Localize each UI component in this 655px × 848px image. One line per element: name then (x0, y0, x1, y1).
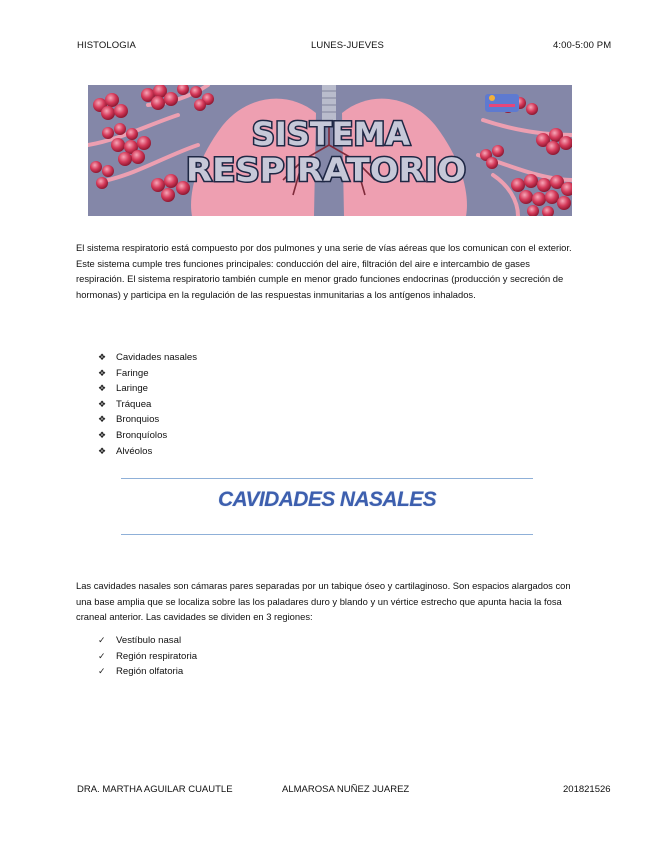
header-course: HISTOLOGIA (77, 40, 136, 51)
list-item: ❖ Tráquea (98, 397, 197, 413)
section-paragraph: Las cavidades nasales son cámaras pares separadas por un tabique óseo y cartilaginoso. Son espacios alargados con una base amplia que se localiza sobre las los paladares duro y blando y un vértice estrecho que apunta hacia la fosa craneal anterior. Las cavidades se dividen en 3 regiones: (76, 580, 571, 623)
section-top-rule (121, 478, 533, 479)
section-bottom-rule (121, 534, 533, 535)
checkmark-bullet-icon: ✓ (98, 666, 106, 677)
logo-icon (485, 94, 519, 112)
diamond-bullet-icon: ❖ (98, 383, 107, 394)
intro-paragraph: El sistema respiratorio está compuesto por dos pulmones y una serie de vías aéreas que los comunican con el exterior. Este sistema cumple tres funciones principales: conducción del aire, filtración del aire e intercambio de gases respiración. El sistema respiratorio también cumple en menor grado funciones endocrinas (producción y secreción de hormonas) y participa en la regulación de las respuestas inmunitarias a los antígenos inhalados. (76, 242, 572, 300)
list-item: ❖ Bronquios (98, 412, 197, 428)
diamond-bullet-icon: ❖ (98, 414, 107, 425)
list-item: ❖ Bronquíolos (98, 428, 197, 444)
footer-student: ALMAROSA NUÑEZ JUAREZ (282, 784, 410, 795)
footer-student-id: 201821526 (563, 784, 611, 795)
list-item: ❖ Alvéolos (98, 444, 197, 460)
list-item: ✓ Región respiratoria (98, 649, 197, 665)
diamond-bullet-icon: ❖ (98, 352, 107, 362)
header-time: 4:00-5:00 PM (553, 40, 612, 51)
respiratory-structures-list (98, 350, 197, 459)
banner-illustration (88, 85, 572, 216)
diamond-bullet-icon: ❖ (98, 367, 107, 378)
list-item: ❖ Cavidades nasales (98, 350, 197, 366)
diamond-bullet-icon: ❖ (98, 398, 107, 409)
svg-text:RESPIRATORIO: RESPIRATORIO (186, 151, 466, 189)
list-item: ❖ Laringe (98, 381, 197, 397)
list-item: ✓ Región olfatoria (98, 664, 197, 680)
svg-text:SISTEMA: SISTEMA (251, 115, 411, 153)
checkmark-bullet-icon: ✓ (98, 635, 106, 645)
nasal-regions-list (98, 633, 197, 680)
list-item: ❖ Faringe (98, 366, 197, 382)
footer-teacher: DRA. MARTHA AGUILAR CUAUTLE (77, 784, 233, 795)
checkmark-bullet-icon: ✓ (98, 650, 106, 661)
header-days: LUNES-JUEVES (311, 40, 384, 51)
diamond-bullet-icon: ❖ (98, 445, 107, 456)
respiratory-system-banner (88, 85, 572, 216)
section-title: CAVIDADES NASALES (217, 488, 437, 511)
list-item: ✓ Vestíbulo nasal (98, 633, 197, 649)
diamond-bullet-icon: ❖ (98, 429, 107, 440)
